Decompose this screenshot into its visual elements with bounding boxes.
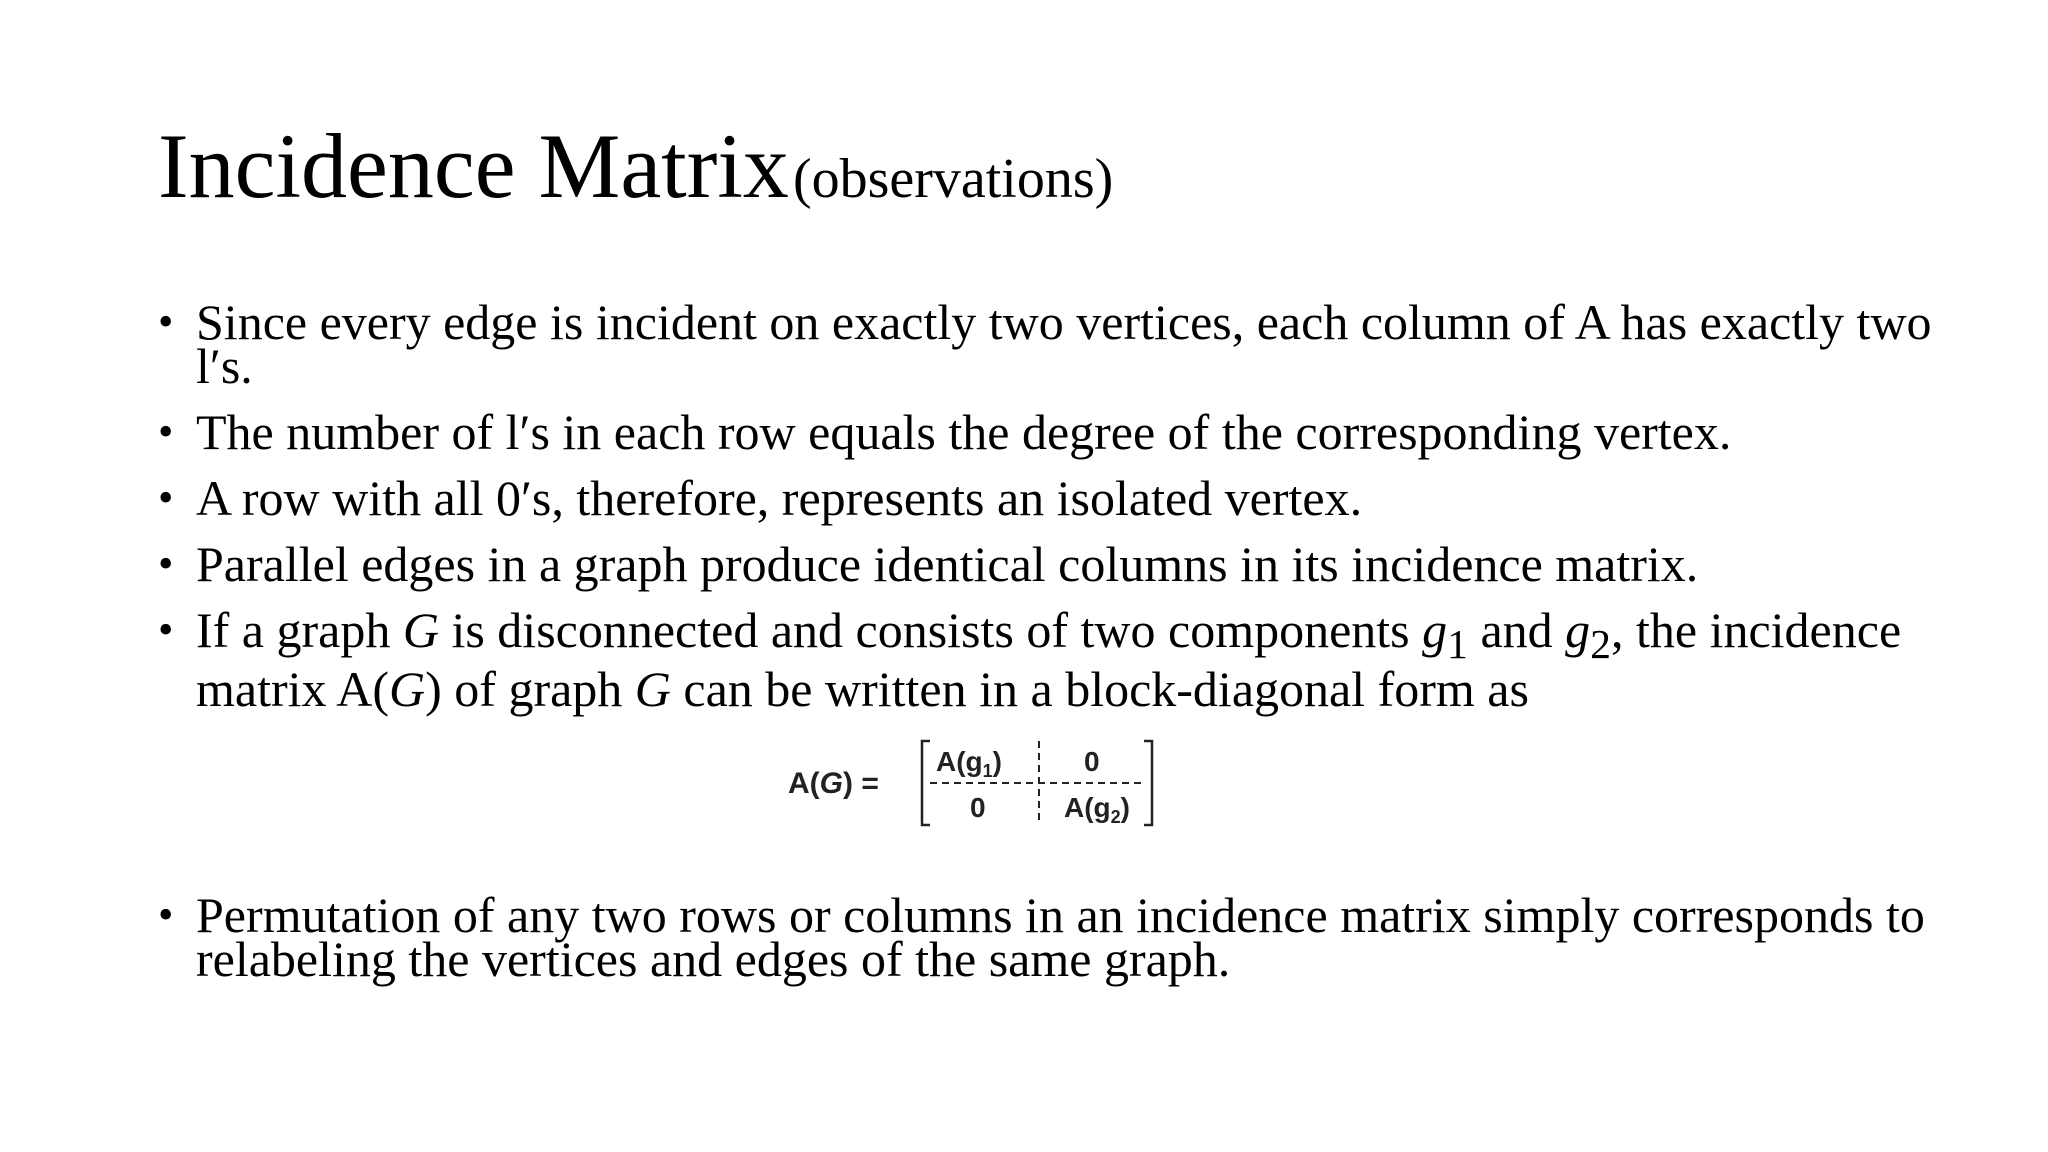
matrix-bottom-right: $A(g_2)$ (1064, 792, 1130, 827)
matrix-top-left: $A(g_1)$ (936, 746, 1002, 781)
matrix-top-right: 0 (1084, 746, 1100, 777)
left-bracket (922, 741, 930, 825)
math-symbol: G (634, 661, 671, 717)
text-fragment: can be written in a block-diagonal form as (670, 661, 1529, 717)
math-symbol: g (1565, 602, 1591, 658)
bullet-text: Parallel edges in a graph produce identical columns in its incidence matrix. (196, 536, 1699, 592)
bullet-item (158, 887, 1958, 987)
text-fragment: is disconnected and consists of two components (438, 602, 1423, 658)
bullet-item (158, 470, 1958, 526)
formula-container (158, 733, 1958, 883)
bullet-item (158, 294, 1958, 394)
text-fragment: and (1467, 602, 1566, 658)
bullet-item (158, 536, 1958, 592)
slide-title (158, 115, 1114, 217)
bullet-text: Since every edge is incident on exactly two vertices, each column of A has exactly two l′s. (196, 294, 1932, 394)
text-fragment: ) of graph (425, 661, 635, 717)
bullet-text: A row with all 0′s, therefore, represents an isolated vertex. (196, 470, 1363, 526)
text-fragment: , the incidence matrix A( (196, 602, 1902, 717)
bullet-list (158, 294, 1958, 1003)
bullet-item (158, 602, 1958, 717)
math-subscript: 1 (1447, 622, 1468, 668)
matrix-bottom-left: 0 (970, 792, 986, 823)
math-symbol: G (389, 661, 426, 717)
right-bracket (1144, 741, 1152, 825)
block-diagonal-formula (788, 733, 1208, 838)
title-main: Incidence Matrix (158, 115, 789, 217)
bullet-text: The number of l′s in each row equals the degree of the corresponding vertex. (196, 404, 1732, 460)
formula-lhs: A(G) = (788, 767, 879, 800)
bullet-text (196, 602, 1901, 717)
math-symbol: g (1422, 602, 1448, 658)
formula-graphic (788, 733, 1208, 833)
bullet-item (158, 404, 1958, 460)
math-subscript: 2 (1590, 622, 1611, 668)
bullet-text: Permutation of any two rows or columns in an incidence matrix simply corresponds to relabeling the vertices and edges of the same graph. (196, 887, 1925, 987)
math-symbol: G (402, 602, 439, 658)
title-subtitle: (observations) (792, 148, 1114, 210)
text-fragment: If a graph (196, 602, 403, 658)
